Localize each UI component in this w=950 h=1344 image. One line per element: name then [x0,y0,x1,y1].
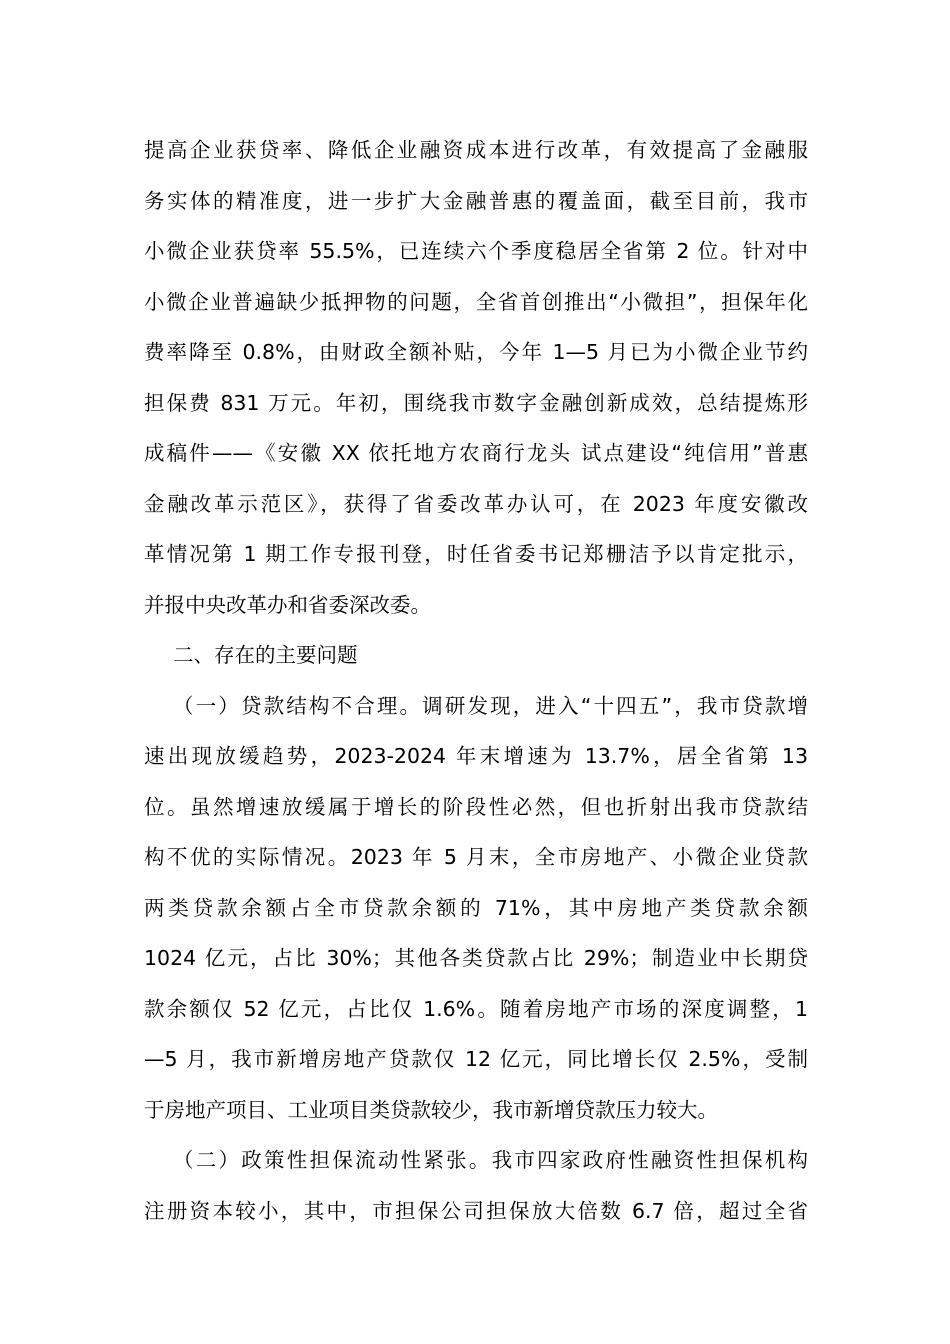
text-line: 1024 亿元，占比 30%；其他各类贷款占比 29%；制造业中长期贷 [144,946,808,970]
text-line: 费率降至 0.8%，由财政全额补贴，今年 1—5 月已为小微企业节约 [144,340,808,364]
paragraph-end-line: 于房地产项目、工业项目类贷款较少，我市新增贷款压力较大。 [144,1097,718,1122]
text-line: 成稿件——《安徽 XX 依托地方农商行龙头 试点建设“纯信用”普惠 [144,441,808,465]
text-line: 位。虽然增速放缓属于增长的阶段性必然，但也折射出我市贷款结 [144,794,808,819]
text-line: 小微企业普遍缺少抵押物的问题，全省首创推出“小微担”，担保年化 [144,289,808,314]
text-line: 金融改革示范区》，获得了省委改革办认可，在 2023 年度安徽改 [144,491,808,516]
text-line: 速出现放缓趋势，2023-2024 年末增速为 13.7%，居全省第 13 [144,744,808,768]
text-line: 款余额仅 52 亿元，占比仅 1.6%。随着房地产市场的深度调整，1 [144,996,808,1021]
text-line: 小微企业获贷率 55.5%，已连续六个季度稳居全省第 2 位。针对中 [144,239,808,263]
text-line: 担保费 831 万元。年初，围绕我市数字金融创新成效，总结提炼形 [144,390,808,415]
text-line: 革情况第 1 期工作专报刊登，时任省委书记郑栅洁予以肯定批示， [144,542,808,566]
text-line: 两类贷款余额占全市贷款余额的 71%，其中房地产类贷款余额 [144,895,808,920]
text-line: —5 月，我市新增房地产贷款仅 12 亿元，同比增长仅 2.5%，受制 [144,1047,808,1071]
subsection-heading-line: （一）贷款结构不合理。调研发现，进入“十四五”，我市贷款增 [173,693,808,718]
text-line: 注册资本较小，其中，市担保公司担保放大倍数 6.7 倍，超过全省 [144,1198,808,1223]
section-heading: 二、存在的主要问题 [173,643,358,667]
text-line: 务实体的精准度，进一步扩大金融普惠的覆盖面，截至目前，我市 [144,188,808,213]
text-line: 构不优的实际情况。2023 年 5 月末，全市房地产、小微企业贷款 [144,845,808,869]
document-body [144,125,808,1236]
subsection-heading-line: （二）政策性担保流动性紧张。我市四家政府性融资性担保机构 [173,1148,808,1172]
paragraph-end-line: 并报中央改革办和省委深改委。 [144,592,431,617]
text-line: 提高企业获贷率、降低企业融资成本进行改革，有效提高了金融服 [144,138,808,162]
